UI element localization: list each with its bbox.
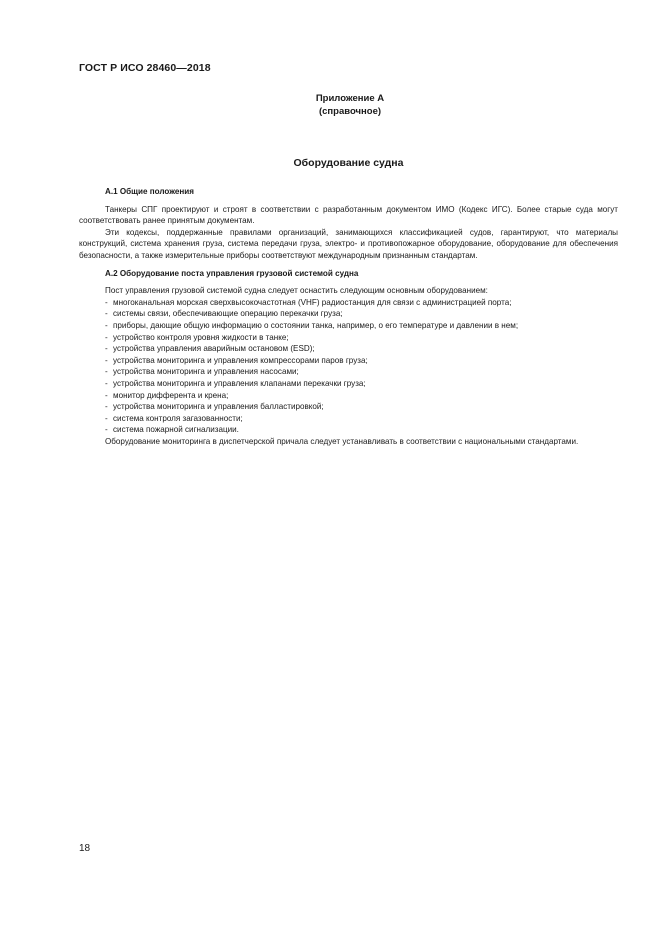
appendix-label: Приложение А [315, 93, 385, 104]
equipment-list [79, 297, 618, 436]
section-a2-intro: Пост управления грузовой системой судна следует оснастить следующим основным оборудованием: [105, 286, 488, 296]
document-body [79, 186, 618, 447]
section-a1-heading: А.1 Общие положения [105, 187, 194, 196]
appendix-block [200, 92, 500, 118]
section-a2-closing: Оборудование мониторинга в диспетчерской причала следует устанавливать в соответствии с национальными стандартами. [105, 436, 579, 446]
appendix-type: (справочное) [318, 106, 382, 117]
section-a2-heading: А.2 Оборудование поста управления грузовой системой судна [105, 268, 359, 278]
section-a1-paragraph-1: Танкеры СПГ проектируют и строят в соответствии с разработанным документом ИМО (Кодекс ИГС). Более старые суда могут соответствовать ранее принятым документам. [79, 204, 618, 226]
list-item: - система пожарной сигнализации. [105, 425, 239, 435]
list-item: - устройства управления аварийным остановом (ESD); [105, 344, 315, 354]
section-a1-paragraph-2: Эти кодексы, поддержанные правилами организаций, занимающихся классификацией судов, гарантируют, что материалы конструкций, система хранения груза, система передачи груза, электро- и противопожарное оборудование, оборудование для обеспечения безопасности, а также измерительные приборы соответствуют международным признанным стандартам. [79, 227, 618, 260]
list-item: - устройства мониторинга и управления клапанами перекачки груза; [105, 378, 366, 388]
page-title: Оборудование судна [293, 157, 404, 169]
list-item: - монитор дифферента и крена; [105, 390, 229, 400]
list-item: - приборы, дающие общую информацию о состоянии танка, например, о его температуре и давлении в нем; [105, 320, 519, 330]
list-item: - системы связи, обеспечивающие операцию перекачки груза; [105, 309, 343, 319]
page-number: 18 [79, 843, 91, 854]
list-item: - устройства мониторинга и управления насосами; [105, 367, 299, 377]
list-item: - устройство контроля уровня жидкости в танке; [105, 332, 289, 342]
list-item: - устройства мониторинга и управления компрессорами паров груза; [105, 355, 368, 365]
list-item: - многоканальная морская сверхвысокочастотная (VHF) радиостанция для связи с администрацией порта; [105, 297, 512, 307]
list-item: - система контроля загазованности; [105, 413, 243, 423]
list-item: - устройства мониторинга и управления балластировкой; [105, 402, 324, 412]
document-code: ГОСТ Р ИСО 28460—2018 [79, 62, 211, 74]
